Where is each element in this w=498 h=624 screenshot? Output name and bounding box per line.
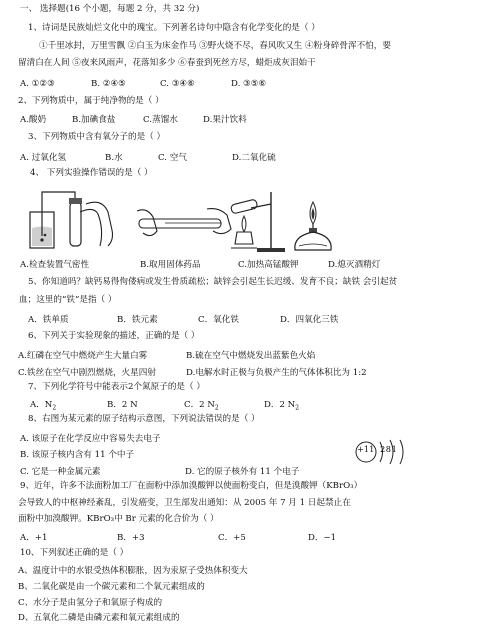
atom-nucleus-label: +11 bbox=[357, 444, 375, 454]
q2-option-d[interactable]: D.果汁饮料 bbox=[203, 115, 247, 125]
q3-option-c[interactable]: C. 空气 bbox=[158, 153, 187, 163]
q8-stem: 8、右图为某元素的原子结构示意图，下列说法错误的是（ ） bbox=[28, 414, 260, 424]
q5-option-d[interactable]: D．四氧化三铁 bbox=[280, 315, 339, 325]
q10-option-a[interactable]: A、温度计中的水银受热体积膨胀，因为汞原子受热体积变大 bbox=[18, 566, 248, 576]
figure-alcohol-lamp bbox=[289, 198, 337, 254]
q7-stem: 7、下列化学符号中能表示2个氮原子的是（ ） bbox=[28, 382, 205, 392]
q5-option-a[interactable]: A．铁单质 bbox=[28, 315, 69, 325]
q1-option-b[interactable]: B. ②④⑤ bbox=[91, 79, 126, 89]
q8-option-d[interactable]: D. 它的原子核外有 11 个电子 bbox=[185, 467, 300, 477]
q7-option-b[interactable]: B．2 N bbox=[107, 400, 138, 410]
q9-option-d[interactable]: D．−1 bbox=[308, 533, 337, 543]
q5-option-b[interactable]: B．铁元素 bbox=[117, 315, 158, 325]
q5-stem: 5、你知道吗？缺钙易得佝偻病或发生骨质疏松；缺锌会引起生长迟缓、发育不良；缺铁 会引起贫 bbox=[28, 277, 398, 287]
figure-heating-kmno4 bbox=[227, 186, 287, 254]
subscript: 2 bbox=[214, 404, 219, 412]
q5-line2: 血；这里的“铁”是指（ ） bbox=[19, 295, 117, 305]
q9-option-c[interactable]: C．+5 bbox=[218, 533, 246, 543]
q5-option-c[interactable]: C．氧化铁 bbox=[198, 315, 239, 325]
q6-stem: 6、下列关于实验现象的描述，正确的是（ ） bbox=[28, 331, 200, 341]
q1-line2: ①千里冰封，万里雪飘 ②白玉为床金作马 ③野火烧不尽，春风吹又生 ④粉身碎骨浑不怕，要 bbox=[39, 41, 391, 51]
q1-option-c[interactable]: C. ③④⑥ bbox=[160, 79, 195, 89]
figure-airtightness-check bbox=[28, 190, 128, 252]
q4-option-b[interactable]: B.取用固体药品 bbox=[140, 260, 201, 270]
q9-option-a[interactable]: A．+1 bbox=[20, 533, 48, 543]
figure-solid-reagent bbox=[135, 205, 235, 245]
q2-option-a[interactable]: A.酸奶 bbox=[20, 115, 47, 125]
q4-option-a[interactable]: A.检查装置气密性 bbox=[20, 260, 90, 270]
q9-option-b[interactable]: B．+3 bbox=[117, 533, 145, 543]
q6-option-a[interactable]: A.红磷在空气中燃烧产生大量白雾 bbox=[18, 351, 148, 361]
q1-option-a[interactable]: A. ①②③ bbox=[20, 79, 55, 89]
q4-option-c[interactable]: C.加热高锰酸钾 bbox=[238, 260, 299, 270]
q3-stem: 3、下列物质中含有氧分子的是（ ） bbox=[28, 132, 166, 142]
q8-option-b[interactable]: B. 该原子核内含有 11 个中子 bbox=[20, 450, 135, 460]
q10-option-b[interactable]: B、二氧化碳是由一个碳元素和二个氧元素组成的 bbox=[18, 582, 205, 592]
q4-option-d[interactable]: D.熄灭酒精灯 bbox=[328, 260, 381, 270]
q7-option-d[interactable]: D．2 $N_2$ bbox=[264, 400, 300, 412]
subscript: 2 bbox=[295, 404, 300, 412]
q8-option-c[interactable]: C. 它是一种金属元素 bbox=[20, 467, 101, 477]
q2-option-b[interactable]: B.加碘食盐 bbox=[72, 115, 116, 125]
q1-option-d[interactable]: D. ③⑤⑥ bbox=[231, 79, 267, 89]
q3-option-d[interactable]: D.二氧化硫 bbox=[232, 153, 276, 163]
q3-option-b[interactable]: B.水 bbox=[105, 153, 123, 163]
q9-line2: 会导致人的中枢神经紊乱，引发癌变，卫生部发出通知：从 2005 年 7 月 1 日起禁止在 bbox=[18, 498, 351, 508]
q6-option-c[interactable]: C.铁丝在空气中剧烈燃烧，火星四射 bbox=[18, 368, 156, 378]
q3-option-a[interactable]: A. 过氧化氢 bbox=[20, 153, 67, 163]
q10-option-c[interactable]: C、水分子是由氢分子和氧原子构成的 bbox=[18, 598, 163, 608]
q2-stem: 2、下列物质中，属于纯净物的是（ ） bbox=[18, 96, 164, 106]
subscript: 2 bbox=[52, 404, 57, 412]
q9-line3: 面粉中加溴酸钾。KBrO₃中 Br 元素的化合价为（ ） bbox=[18, 514, 219, 524]
q9-stem: 9、近年，许多不法面粉加工厂在面粉中添加溴酸钾以使面粉变白，但是溴酸钾（KBrO₃） bbox=[20, 481, 363, 491]
q7-option-a[interactable]: A．$N_2$ bbox=[30, 400, 57, 412]
q6-option-d[interactable]: D.电解水时正极与负极产生的气体体积比为 1:2 bbox=[186, 368, 367, 378]
q10-stem: 10、下列叙述正确的是（ ） bbox=[20, 548, 129, 558]
atom-shell-electrons: 2 8 1 bbox=[380, 444, 396, 454]
q2-option-c[interactable]: C.蒸馏水 bbox=[143, 115, 178, 125]
q1-stem: 1、诗词是民族灿烂文化中的瑰宝。下列著名诗句中隐含有化学变化的是（ ） bbox=[28, 23, 320, 33]
q6-option-b[interactable]: B.硫在空气中燃烧发出蓝紫色火焰 bbox=[186, 351, 316, 361]
q4-stem: 4、 下列实验操作错误的是（ ） bbox=[30, 168, 153, 178]
q10-option-d[interactable]: D、五氧化二磷是由磷元素和氧元素组成的 bbox=[18, 613, 180, 623]
section-title: 一、 选择题(16 个小题，每题 2 分，共 32 分) bbox=[20, 4, 200, 14]
q1-line3: 留清白在人间 ⑤夜来风雨声，花落知多少 ⑥春蚕到死丝方尽，蜡炬成灰泪始干 bbox=[18, 58, 316, 68]
q7-option-c[interactable]: C．2 $N_2$ bbox=[184, 400, 219, 412]
q8-option-a[interactable]: A. 该原子在化学反应中容易失去电子 bbox=[20, 434, 161, 444]
